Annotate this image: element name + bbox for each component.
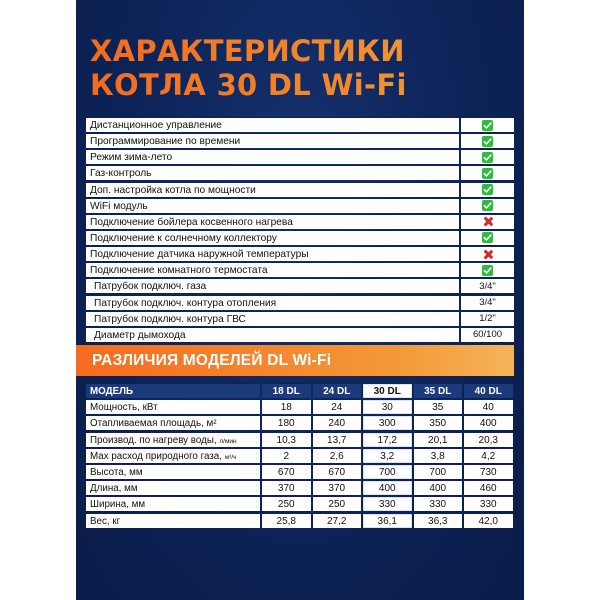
feature-value bbox=[461, 214, 514, 229]
feature-row bbox=[86, 165, 514, 181]
feature-row bbox=[86, 246, 514, 262]
table-cell: 180 bbox=[262, 415, 311, 430]
table-cell: 42,0 bbox=[464, 513, 513, 528]
models-section-banner: РАЗЛИЧИЯ МОДЕЛЕЙ DL Wi-Fi bbox=[76, 345, 514, 376]
table-cell: 20,1 bbox=[414, 432, 463, 447]
parameter-label bbox=[86, 513, 260, 528]
product-card bbox=[76, 0, 524, 600]
feature-value bbox=[461, 182, 514, 197]
table-row bbox=[86, 496, 514, 512]
table-row bbox=[86, 432, 514, 448]
feature-row bbox=[86, 198, 514, 214]
feature-label: Программирование по времени bbox=[86, 133, 459, 148]
parameter-label bbox=[86, 448, 260, 463]
feature-row bbox=[86, 295, 514, 311]
title-line-1: ХАРАКТЕРИСТИКИ bbox=[90, 34, 405, 68]
feature-value bbox=[461, 246, 514, 261]
table-row bbox=[86, 415, 514, 431]
table-cell: 330 bbox=[414, 496, 463, 511]
table-cell: 10,3 bbox=[262, 432, 311, 447]
feature-row bbox=[86, 182, 514, 198]
table-cell: 30 bbox=[363, 399, 412, 414]
feature-value bbox=[461, 117, 514, 132]
feature-row bbox=[86, 117, 514, 133]
table-cell: 17,2 bbox=[363, 432, 412, 447]
feature-label: WiFi модуль bbox=[86, 198, 459, 213]
table-cell: 18 bbox=[262, 399, 311, 414]
table-cell: 330 bbox=[363, 496, 412, 511]
model-column-header: 35 DL bbox=[414, 383, 463, 398]
table-row bbox=[86, 448, 514, 464]
page-title bbox=[90, 34, 510, 102]
feature-value bbox=[461, 149, 514, 164]
model-column-header: 30 DL bbox=[363, 383, 412, 398]
cross-mark-icon bbox=[482, 249, 493, 260]
feature-row bbox=[86, 149, 514, 165]
check-mark-icon bbox=[482, 200, 493, 211]
parameter-unit: м³/ч bbox=[224, 453, 237, 461]
table-row bbox=[86, 399, 514, 415]
table-cell: 370 bbox=[262, 480, 311, 495]
table-cell: 2 bbox=[262, 448, 311, 463]
feature-row bbox=[86, 262, 514, 278]
table-cell: 13,7 bbox=[313, 432, 362, 447]
models-table bbox=[86, 383, 514, 529]
table-cell: 700 bbox=[363, 464, 412, 479]
parameter-name: Отапливаемая площадь, м² bbox=[90, 418, 217, 430]
parameter-unit: л/мин bbox=[219, 437, 237, 445]
table-cell: 4,2 bbox=[464, 448, 513, 463]
feature-label: Патрубок подключ. контура отопления bbox=[86, 295, 459, 310]
title-line-2: КОТЛА 30 DL Wi-Fi bbox=[90, 68, 407, 102]
table-cell: 670 bbox=[262, 464, 311, 479]
check-mark-icon bbox=[482, 265, 493, 276]
feature-row bbox=[86, 133, 514, 149]
feature-label: Доп. настройка котла по мощности bbox=[86, 182, 459, 197]
table-cell: 400 bbox=[414, 480, 463, 495]
feature-label: Режим зима-лето bbox=[86, 149, 459, 164]
parameter-name: Мах расход природного газа, bbox=[90, 450, 225, 462]
table-cell: 370 bbox=[313, 480, 362, 495]
table-cell: 20,3 bbox=[464, 432, 513, 447]
parameter-label bbox=[86, 480, 260, 495]
table-cell: 240 bbox=[313, 415, 362, 430]
table-cell: 40 bbox=[464, 399, 513, 414]
check-mark-icon bbox=[482, 120, 493, 131]
feature-label: Подключение датчика наружной температуры bbox=[86, 246, 459, 261]
feature-value bbox=[461, 165, 514, 180]
parameter-name: Ширина, мм bbox=[90, 499, 146, 511]
table-cell: 300 bbox=[363, 415, 412, 430]
table-cell: 3,8 bbox=[414, 448, 463, 463]
table-cell: 730 bbox=[464, 464, 513, 479]
parameter-name: Высота, мм bbox=[90, 466, 143, 478]
features-table bbox=[86, 117, 514, 343]
feature-value bbox=[461, 198, 514, 213]
parameter-name: Мощность, кВт bbox=[90, 402, 158, 414]
feature-row bbox=[86, 214, 514, 230]
table-cell: 27,2 bbox=[313, 513, 362, 528]
feature-label: Патрубок подключ. контура ГВС bbox=[86, 311, 459, 326]
feature-value: 3/4" bbox=[461, 278, 514, 293]
check-mark-icon bbox=[482, 152, 493, 163]
feature-value: 3/4" bbox=[461, 295, 514, 310]
table-cell: 2,6 bbox=[313, 448, 362, 463]
table-cell: 25,8 bbox=[262, 513, 311, 528]
check-mark-icon bbox=[482, 232, 493, 243]
table-cell: 400 bbox=[363, 480, 412, 495]
parameter-name: Длина, мм bbox=[90, 483, 138, 495]
check-mark-icon bbox=[482, 136, 493, 147]
feature-value bbox=[461, 262, 514, 277]
parameter-label bbox=[86, 399, 260, 414]
table-row bbox=[86, 513, 514, 529]
feature-label: Подключение к солнечному коллектору bbox=[86, 230, 459, 245]
parameter-label bbox=[86, 496, 260, 511]
check-mark-icon bbox=[482, 168, 493, 179]
feature-value: 60/100 bbox=[461, 327, 514, 342]
parameter-label bbox=[86, 432, 260, 447]
feature-row bbox=[86, 278, 514, 294]
check-mark-icon bbox=[482, 184, 493, 195]
feature-label: Подключение комнатного термостата bbox=[86, 262, 459, 277]
feature-label: Диаметр дымохода bbox=[86, 327, 459, 342]
table-cell: 700 bbox=[414, 464, 463, 479]
models-header-label: МОДЕЛЬ bbox=[86, 383, 260, 398]
feature-label: Дистанционное управление bbox=[86, 117, 459, 132]
table-cell: 3,2 bbox=[363, 448, 412, 463]
feature-row bbox=[86, 311, 514, 327]
feature-row bbox=[86, 230, 514, 246]
model-column-header: 40 DL bbox=[464, 383, 513, 398]
model-column-header: 24 DL bbox=[313, 383, 362, 398]
parameter-label bbox=[86, 464, 260, 479]
feature-row bbox=[86, 327, 514, 343]
models-header-row bbox=[86, 383, 514, 399]
parameter-name: Производ. по нагреву воды, bbox=[90, 434, 220, 446]
table-cell: 250 bbox=[262, 496, 311, 511]
table-cell: 400 bbox=[464, 415, 513, 430]
table-cell: 460 bbox=[464, 480, 513, 495]
feature-value bbox=[461, 230, 514, 245]
table-cell: 24 bbox=[313, 399, 362, 414]
table-row bbox=[86, 464, 514, 480]
model-column-header: 18 DL bbox=[262, 383, 311, 398]
table-cell: 35 bbox=[414, 399, 463, 414]
table-cell: 330 bbox=[464, 496, 513, 511]
table-cell: 36,1 bbox=[363, 513, 412, 528]
table-cell: 36,3 bbox=[414, 513, 463, 528]
table-cell: 350 bbox=[414, 415, 463, 430]
feature-label: Газ-контроль bbox=[86, 165, 459, 180]
table-row bbox=[86, 480, 514, 496]
feature-label: Патрубок подключ. газа bbox=[86, 278, 459, 293]
feature-label: Подключение бойлера косвенного нагрева bbox=[86, 214, 459, 229]
table-cell: 250 bbox=[313, 496, 362, 511]
feature-value bbox=[461, 133, 514, 148]
feature-value: 1/2" bbox=[461, 311, 514, 326]
parameter-label bbox=[86, 415, 260, 430]
cross-mark-icon bbox=[482, 216, 493, 227]
parameter-name: Вес, кг bbox=[90, 515, 121, 527]
table-cell: 670 bbox=[313, 464, 362, 479]
